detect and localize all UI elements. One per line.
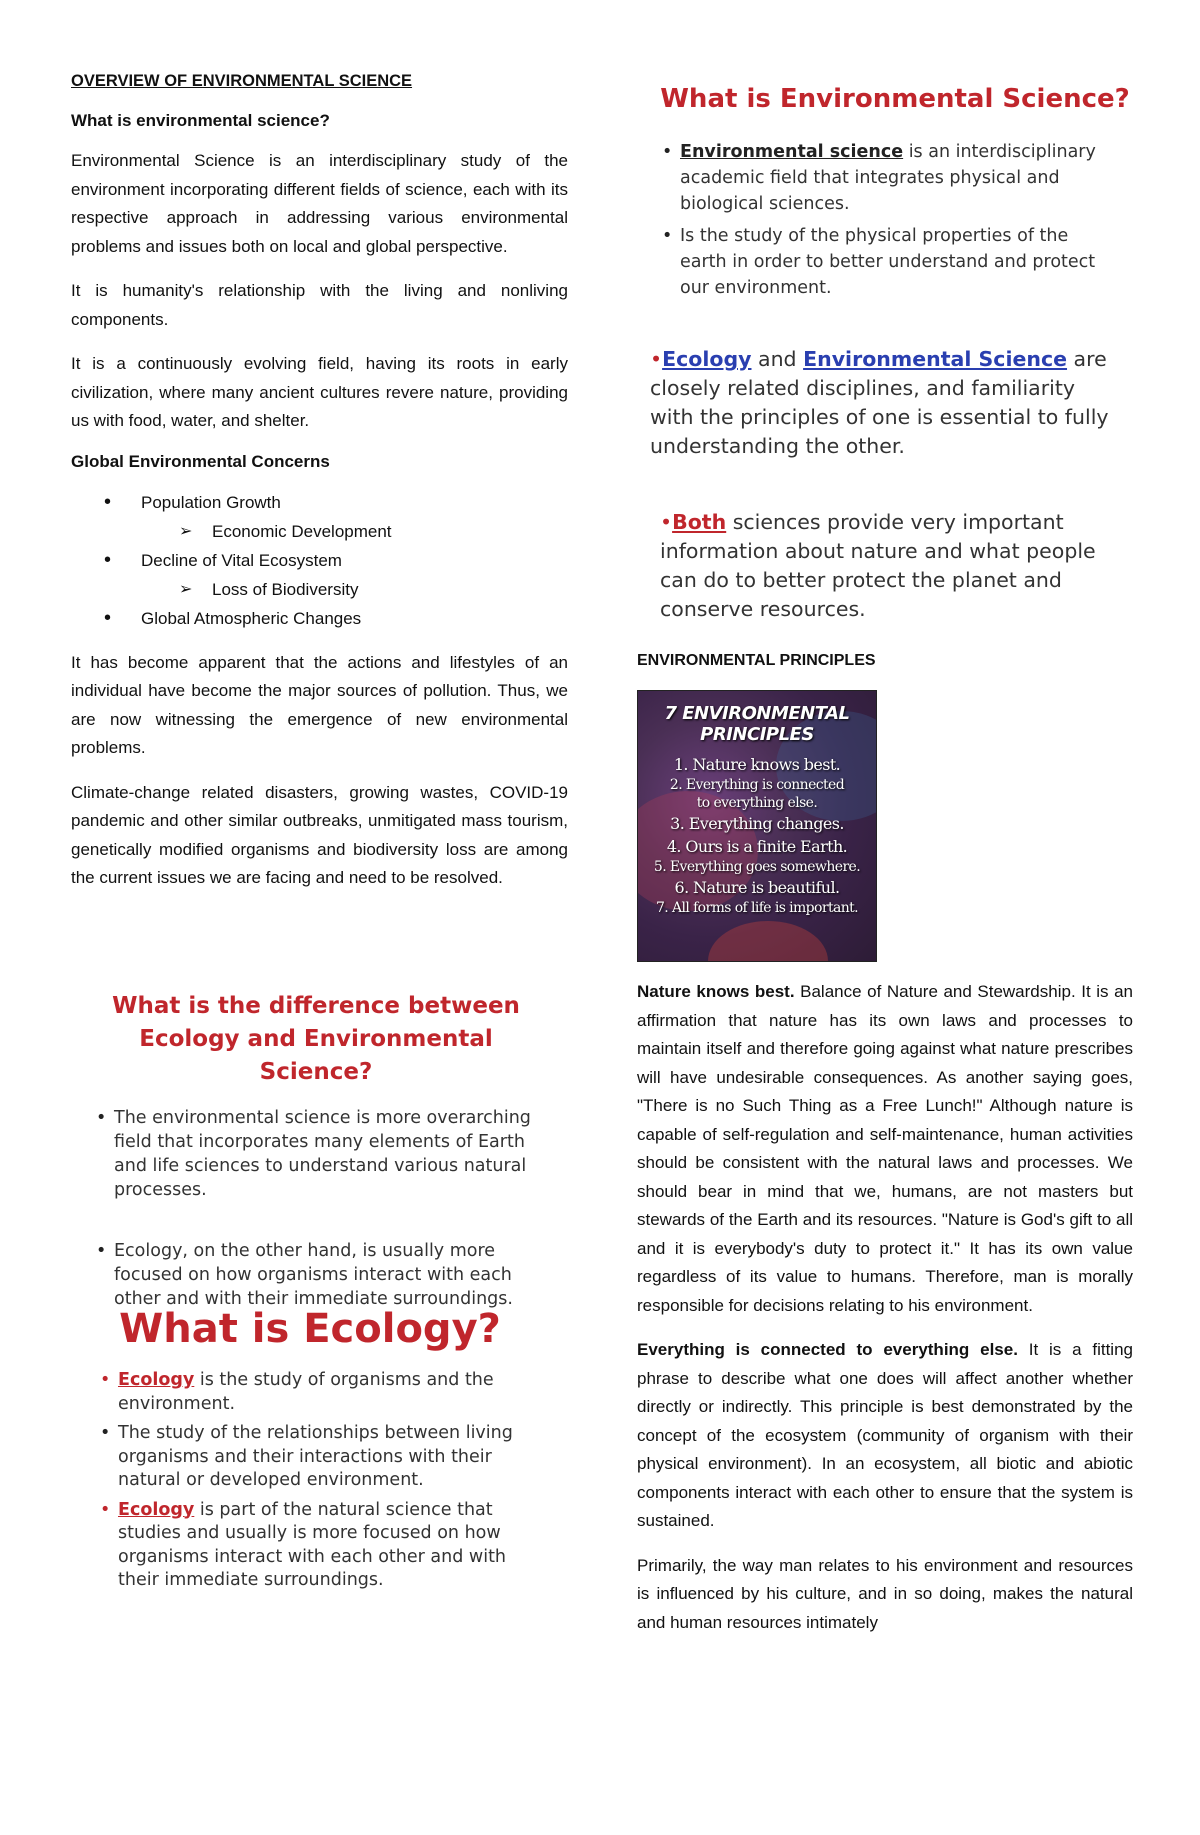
poster-title: 7 ENVIRONMENTAL PRINCIPLES — [664, 703, 850, 745]
keyword-both: Both — [672, 510, 727, 534]
slide-difference — [96, 990, 566, 1311]
poster-item: 1. Nature knows best. — [673, 755, 841, 774]
poster-item: 5. Everything goes somewhere. — [653, 859, 861, 875]
slide-bullet: • The environmental science is more overarching field that incorporates many elements of Earth and life sciences to understand various natural processes. — [114, 1106, 544, 1202]
slide-bullet: • The study of the relationships between living organisms and their interactions with their natural or developed environment. — [118, 1422, 538, 1493]
slide-title: What is Environmental Science? — [660, 84, 1130, 114]
left-column — [71, 72, 568, 909]
paragraph: It is humanity's relationship with the living and nonliving components. — [71, 281, 568, 329]
list-item: • Population Growth — [71, 488, 568, 517]
list-item: • Decline of Vital Ecosystem — [71, 546, 568, 575]
slide-bullets — [118, 1369, 538, 1593]
keyword-ecology: Ecology — [662, 347, 752, 371]
paragraph: It has become apparent that the actions and lifestyles of an individual have become the major sources of pollution. Thus, we are now witnessing the emergence of new environmental problems. — [71, 652, 568, 757]
principles-heading: ENVIRONMENTAL PRINCIPLES — [637, 652, 876, 669]
slide-both: •Both sciences provide very important information about nature and what people can do to better protect the planet and conserve resources. — [660, 510, 1096, 621]
slide-bullet: • Environmental science is an interdisciplinary academic field that integrates physical and biological sciences. — [680, 139, 1100, 217]
section-question: What is environmental science? — [71, 111, 330, 130]
principles-text — [637, 978, 1133, 1653]
list-subitem: ➢ Loss of Biodiversity — [71, 575, 568, 604]
slide-bullet: • Ecology, on the other hand, is usually more focused on how organisms interact with each other and with their immediate surroundings. — [114, 1239, 544, 1311]
poster-item: 2. Everything is connected — [669, 777, 845, 793]
paragraph: Climate-change related disasters, growing wastes, COVID-19 pandemic and other similar outbreaks, unmitigated mass tourism, genetically modified organisms and biodiversity loss are among the current issues we are facing and need to be resolved. — [71, 782, 568, 887]
slide-environmental-science — [660, 82, 1130, 301]
concerns-list — [71, 488, 568, 633]
paragraph: Environmental Science is an interdisciplinary study of the environment incorporating different fields of science, each with its respective approach in addressing various environmental problems and issues both on local and global perspective. — [71, 151, 568, 256]
slide-ecology — [100, 1303, 560, 1593]
keyword-ecology: Ecology — [118, 1499, 195, 1520]
slide-bullets — [114, 1106, 544, 1311]
principle-title: Everything is connected to everything else. — [637, 1340, 1018, 1359]
slide-bullets — [680, 139, 1100, 301]
slide-related: •Ecology and Environmental Science are closely related disciplines, and familiarity with the principles of one is essential to fully understanding the other. — [650, 347, 1109, 458]
principles-poster-image — [637, 690, 877, 962]
principle-title: Nature knows best. — [637, 982, 795, 1001]
slide-title: What is Ecology? — [119, 1306, 501, 1352]
poster-item: 7. All forms of life is important. — [655, 900, 859, 916]
slide-title: What is the difference between Ecology and Environmental Science? — [112, 993, 520, 1085]
paragraph: Everything is connected to everything else. It is a fitting phrase to describe what one does will affect another whether directly or indirectly. This principle is best demonstrated by the concept of the ecosystem (community of organism with their physical environment). In an ecosystem, all biotic and abiotic components interact with each other to ensure that the system is sustained. — [637, 1340, 1133, 1530]
poster-item: 3. Everything changes. — [670, 814, 844, 833]
keyword-ecology: Ecology — [118, 1370, 195, 1390]
list-subitem: ➢ Economic Development — [71, 517, 568, 546]
poster-item: 6. Nature is beautiful. — [674, 878, 840, 897]
slide-bullet: • Ecology is part of the natural science that studies and usually is more focused on how organisms interact with each other and with their immediate surroundings. — [118, 1499, 538, 1593]
slide-bullet: • Is the study of the physical properties of the earth in order to better understand and protect our environment. — [680, 223, 1100, 301]
paragraph: Primarily, the way man relates to his environment and resources is influenced by his culture, and in so doing, makes the natural and human resources intimately — [637, 1555, 1133, 1632]
poster-list — [638, 753, 876, 917]
keyword-environmental-science: Environmental science — [680, 142, 904, 162]
paragraph: It is a continuously evolving field, having its roots in early civilization, where many ancient cultures revere nature, providing us with food, water, and shelter. — [71, 354, 568, 430]
list-item: • Global Atmospheric Changes — [71, 604, 568, 633]
poster-item: 4. Ours is a finite Earth. — [666, 837, 848, 856]
page-title: OVERVIEW OF ENVIRONMENTAL SCIENCE — [71, 72, 413, 90]
keyword-environmental-science: Environmental Science — [803, 347, 1068, 371]
paragraph: Nature knows best. Balance of Nature and Stewardship. It is an affirmation that nature has its own laws and processes to maintain itself and therefore going against what nature prescribes will have undesirable consequences. As another saying goes, "There is no Such Thing as a Free Lunch!" Although nature is capable of self-regulation and self-maintenance, human activities should be consistent with the natural laws and processes. We should bear in mind that we, humans, are not masters but stewards of the Earth and its resources. "Nature is God's gift to all and it is everybody's duty to protect it." It has its own value regardless of its value to humans. Therefore, man is morally responsible for decisions relating to his environment. — [637, 982, 1133, 1315]
poster-item: to everything else. — [696, 795, 818, 811]
slide-bullet: • Ecology is the study of organisms and the environment. — [118, 1369, 538, 1416]
concerns-heading: Global Environmental Concerns — [71, 451, 330, 471]
